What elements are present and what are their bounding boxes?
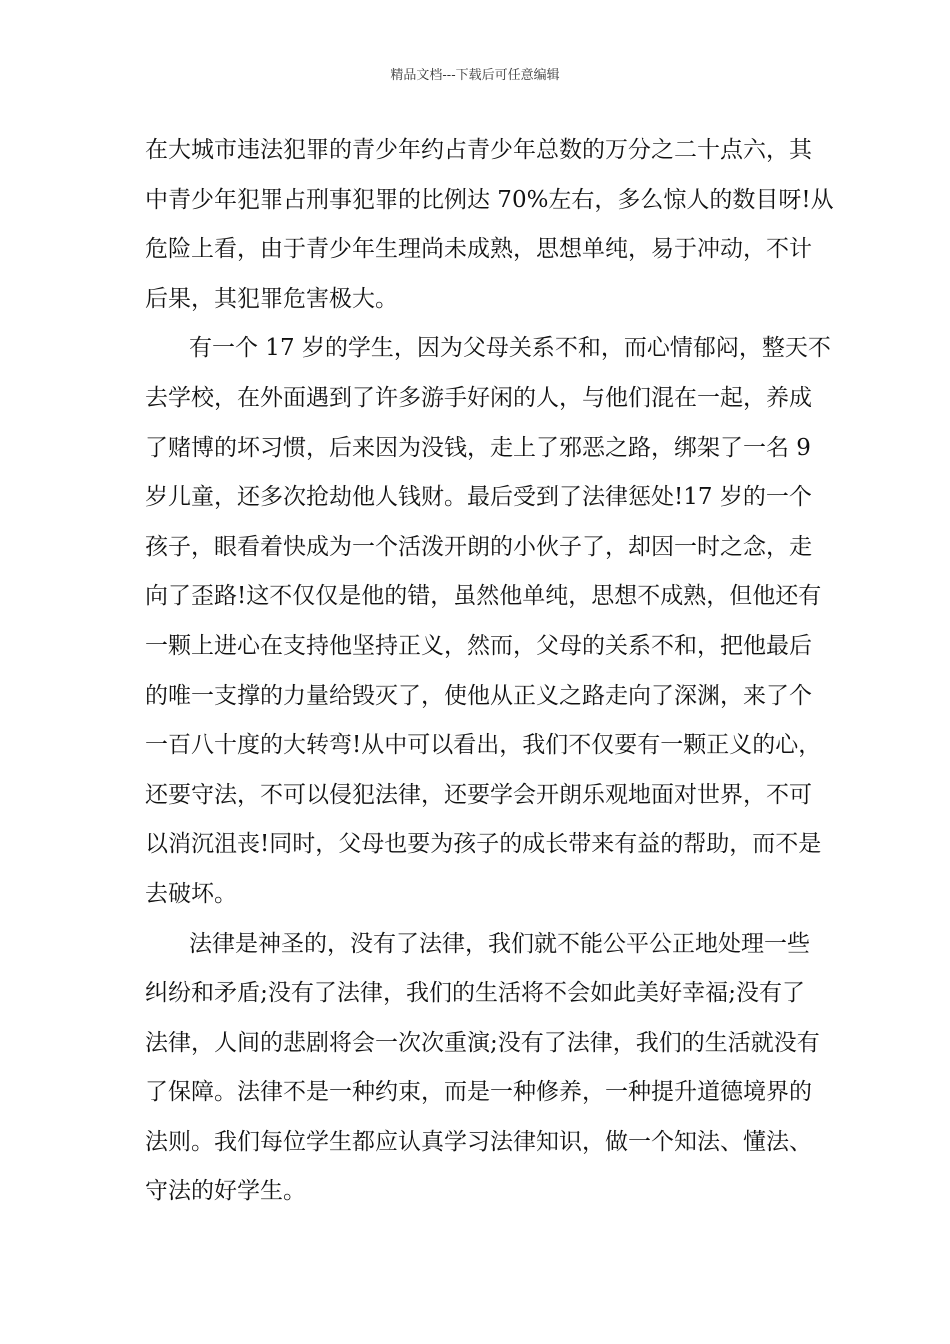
text-line: 向了歪路!这不仅仅是他的错，虽然他单纯，思想不成熟，但他还有: [145, 583, 822, 610]
text-line: 有一个 17 岁的学生，因为父母关系不和，而心情郁闷，整天不: [189, 335, 831, 362]
text-line: 了保障。法律不是一种约束，而是一种修养，一种提升道德境界的: [145, 1079, 812, 1106]
text-line: 危险上看，由于青少年生理尚未成熟，思想单纯，易于冲动，不计: [145, 236, 812, 263]
text-line: 一百八十度的大转弯!从中可以看出，我们不仅要有一颗正义的心，: [145, 732, 822, 759]
text-line: 还要守法，不可以侵犯法律，还要学会开朗乐观地面对世界，不可: [145, 781, 812, 808]
text-line: 纠纷和矛盾;没有了法律，我们的生活将不会如此美好幸福;没有了: [145, 980, 805, 1007]
text-line: 孩子，眼看着快成为一个活泼开朗的小伙子了，却因一时之念，走: [145, 533, 812, 560]
page-header: 精品文档---下载后可任意编辑: [390, 68, 560, 83]
text-line: 法则。我们每位学生都应认真学习法律知识，做一个知法、懂法、: [145, 1128, 812, 1155]
text-line: 岁儿童，还多次抢劫他人钱财。最后受到了法律惩处!17 岁的一个: [145, 484, 812, 511]
text-line: 法律，人间的悲剧将会一次次重演;没有了法律，我们的生活就没有: [145, 1029, 820, 1056]
text-line: 在大城市违法犯罪的青少年约占青少年总数的万分之二十点六，其: [145, 137, 812, 163]
paragraph-1: [145, 126, 834, 324]
text-line: 的唯一支撑的力量给毁灭了，使他从正义之路走向了深渊，来了个: [145, 682, 812, 709]
text-line: 后果，其犯罪危害极大。: [145, 285, 398, 312]
text-line: 了赌博的坏习惯，后来因为没钱，走上了邪恶之路，绑架了一名 9: [145, 434, 811, 461]
text-line: 以消沉沮丧!同时，父母也要为孩子的成长带来有益的帮助，而不是: [145, 831, 822, 858]
text-line: 法律是神圣的，没有了法律，我们就不能公平公正地处理一些: [189, 930, 810, 957]
text-line: 中青少年犯罪占刑事犯罪的比例达 70%左右，多么惊人的数目呀!从: [145, 186, 834, 213]
text-line: 一颗上进心在支持他坚持正义，然而，父母的关系不和，把他最后: [145, 632, 812, 659]
text-line: 去学校，在外面遇到了许多游手好闲的人，与他们混在一起，养成: [145, 384, 812, 411]
paragraph-2: [145, 324, 831, 919]
text-line: 去破坏。: [145, 880, 237, 907]
paragraph-3: [145, 920, 820, 1218]
document-body: [145, 126, 834, 1217]
text-line: 守法的好学生。: [145, 1178, 306, 1205]
